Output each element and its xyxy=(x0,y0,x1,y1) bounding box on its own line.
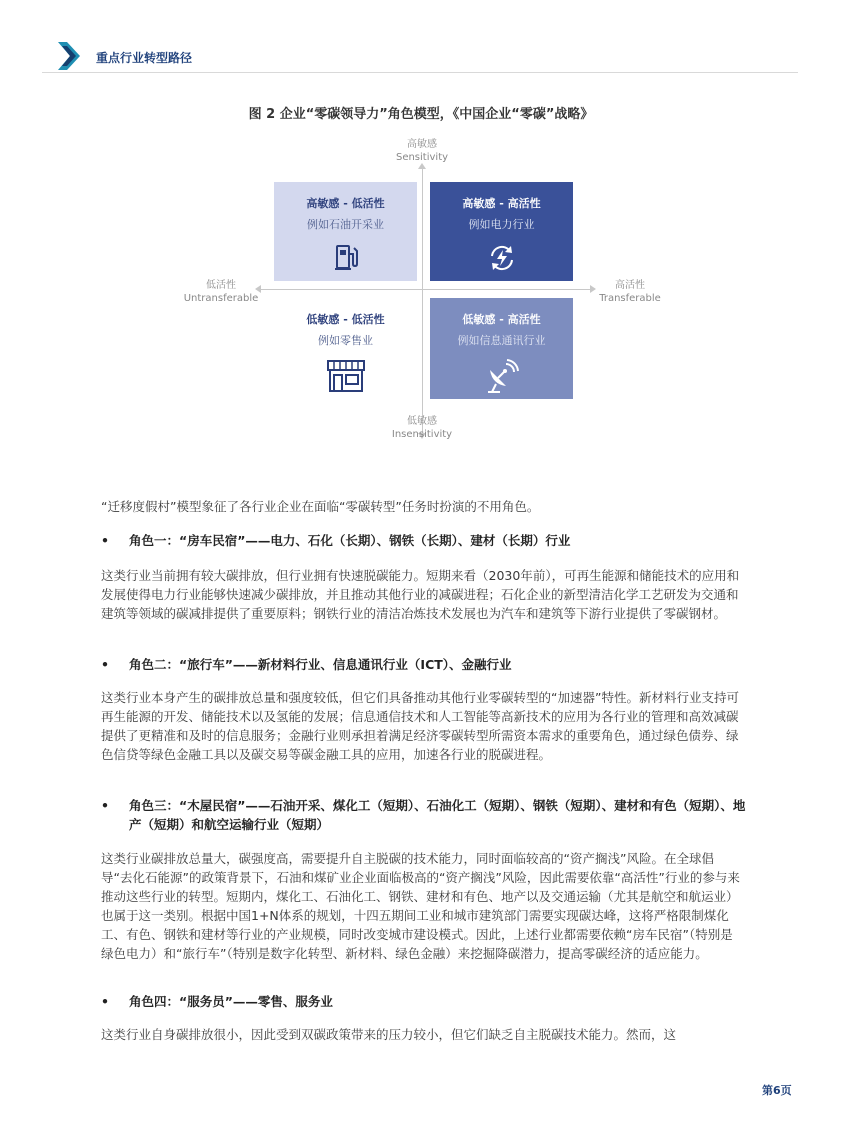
axis-label-right-zh: 高活性 xyxy=(615,280,645,291)
bullet-icon: • xyxy=(101,798,109,813)
axis-label-bottom-en: Insensitivity xyxy=(391,429,453,440)
quadrant-example: 例如电力行业 xyxy=(468,218,535,231)
section-body-1: 这类行业当前拥有较大碳排放，但行业拥有快速脱碳能力。短期来看（2030年前），可再生能源和储能技术的应用和发展使得电力行业能够快速减少碳排放，并且推动其他行业的减碳进程；石化企业的新型清洁化学工艺研发为交通和建筑等领域的碳减排提供了重要原料；钢铁行业的清洁冶炼技术发展也为汽车和建筑等下游行业提供了零碳钢材。 xyxy=(101,568,740,621)
figure-title: 图 2 企业“零碳领导力”角色模型，《中国企业“零碳”战略》 xyxy=(248,107,594,122)
axis-label-left-zh: 低活性 xyxy=(206,280,236,291)
section-heading-2 xyxy=(101,655,746,674)
axis-label-top xyxy=(382,138,462,164)
axis-label-left xyxy=(180,279,262,305)
quadrant-title: 低敏感 - 低活性 xyxy=(306,313,385,326)
storefront-icon xyxy=(326,358,366,394)
page-number: 第6页 xyxy=(762,1084,792,1097)
header-divider xyxy=(42,72,798,73)
section-heading-3 xyxy=(101,796,746,834)
chevron-logo-icon xyxy=(58,42,80,70)
satellite-dish-icon xyxy=(484,358,520,394)
section-body-2: 这类行业本身产生的碳排放总量和强度较低，但它们具备推动其他行业零碳转型的“加速器”特性。新材料行业支持可再生能源的开发、储能技术以及氢能的发展；信息通信技术和人工智能等高新技术的应用为各行业的管理和高效减碳提供了更精准和及时的信息服务；金融行业则承担着满足经济零碳转型所需资本需求的重要角色，通过绿色债券、绿色信贷等绿色金融工具以及碳交易等碳金融工具的应用，加速各行业的脱碳进程。 xyxy=(101,690,739,762)
quadrant-high-sensitivity-low-transferability xyxy=(274,182,417,281)
quadrant-title: 高敏感 - 高活性 xyxy=(462,197,541,210)
axis-label-left-en: Untransferable xyxy=(183,293,259,304)
section-body-4: 这类行业自身碳排放很小，因此受到双碳政策带来的压力较小，但它们缺乏自主脱碳技术能力。然而，这 xyxy=(101,1027,677,1042)
section-heading-text: 角色四：“服务员”——零售、服务业 xyxy=(129,994,333,1009)
quadrant-example: 例如石油开采业 xyxy=(307,218,384,231)
bullet-icon: • xyxy=(101,994,109,1009)
quadrant-example: 例如零售业 xyxy=(318,334,373,347)
section-heading-text: 角色三：“木屋民宿”——石油开采、煤化工（短期）、石油化工（短期）、钢铁（短期）、建材和有色（短期）、地产（短期）和航空运输行业（短期） xyxy=(129,798,746,832)
section-heading-1 xyxy=(101,531,746,550)
bullet-icon: • xyxy=(101,657,109,672)
quadrant-high-sensitivity-high-transferability xyxy=(430,182,573,281)
axis-label-bottom xyxy=(382,415,462,441)
bullet-icon: • xyxy=(101,533,109,548)
quadrant-example: 例如信息通讯行业 xyxy=(457,334,546,347)
intro-paragraph: “迁移度假村”模型象征了各行业企业在面临“零碳转型”任务时扮演的不用角色。 xyxy=(101,499,540,514)
axis-label-top-en: Sensitivity xyxy=(395,152,449,163)
fuel-pump-icon xyxy=(333,242,359,272)
axis-label-right xyxy=(592,279,668,305)
quadrant-title: 低敏感 - 高活性 xyxy=(462,313,541,326)
axis-label-top-zh: 高敏感 xyxy=(407,139,437,150)
vertical-axis xyxy=(422,166,423,436)
section-heading-4 xyxy=(101,992,746,1011)
section-heading-text: 角色二：“旅行车”——新材料行业、信息通讯行业（ICT）、金融行业 xyxy=(129,657,512,672)
power-cycle-icon xyxy=(486,242,518,274)
quadrant-title: 高敏感 - 低活性 xyxy=(306,197,385,210)
axis-label-bottom-zh: 低敏感 xyxy=(407,416,437,427)
header-title: 重点行业转型路径 xyxy=(96,51,193,65)
axis-label-right-en: Transferable xyxy=(599,293,661,304)
quadrant-low-sensitivity-high-transferability xyxy=(430,298,573,399)
section-heading-text: 角色一：“房车民宿”——电力、石化（长期）、钢铁（长期）、建材（长期）行业 xyxy=(129,533,571,548)
quadrant-low-sensitivity-low-transferability xyxy=(274,298,417,399)
horizontal-axis xyxy=(258,289,592,290)
section-body-3: 这类行业碳排放总量大，碳强度高，需要提升自主脱碳的技术能力，同时面临较高的“资产搁浅”风险。在全球倡导“去化石能源”的政策背景下，石油和煤矿业企业面临极高的“资产搁浅”风险，因此需要依靠“高活性”行业的参与来推动这些行业的转型。短期内，煤化工、石油化工、钢铁、建材和有色、地产以及交通运输（尤其是航空和航运业）也属于这一类别。根据中国1+N体系的规划，十四五期间工业和城市建筑部门需要实现碳达峰，这将严格限制煤化工、有色、钢铁和建材等行业的产业规模，同时改变城市建设模式。因此，上述行业都需要依赖“房车民宿”（特别是绿色电力）和“旅行车”（特别是数字化转型、新材料、绿色金融）来挖掘降碳潜力，提高零碳经济的适应能力。 xyxy=(101,851,740,961)
